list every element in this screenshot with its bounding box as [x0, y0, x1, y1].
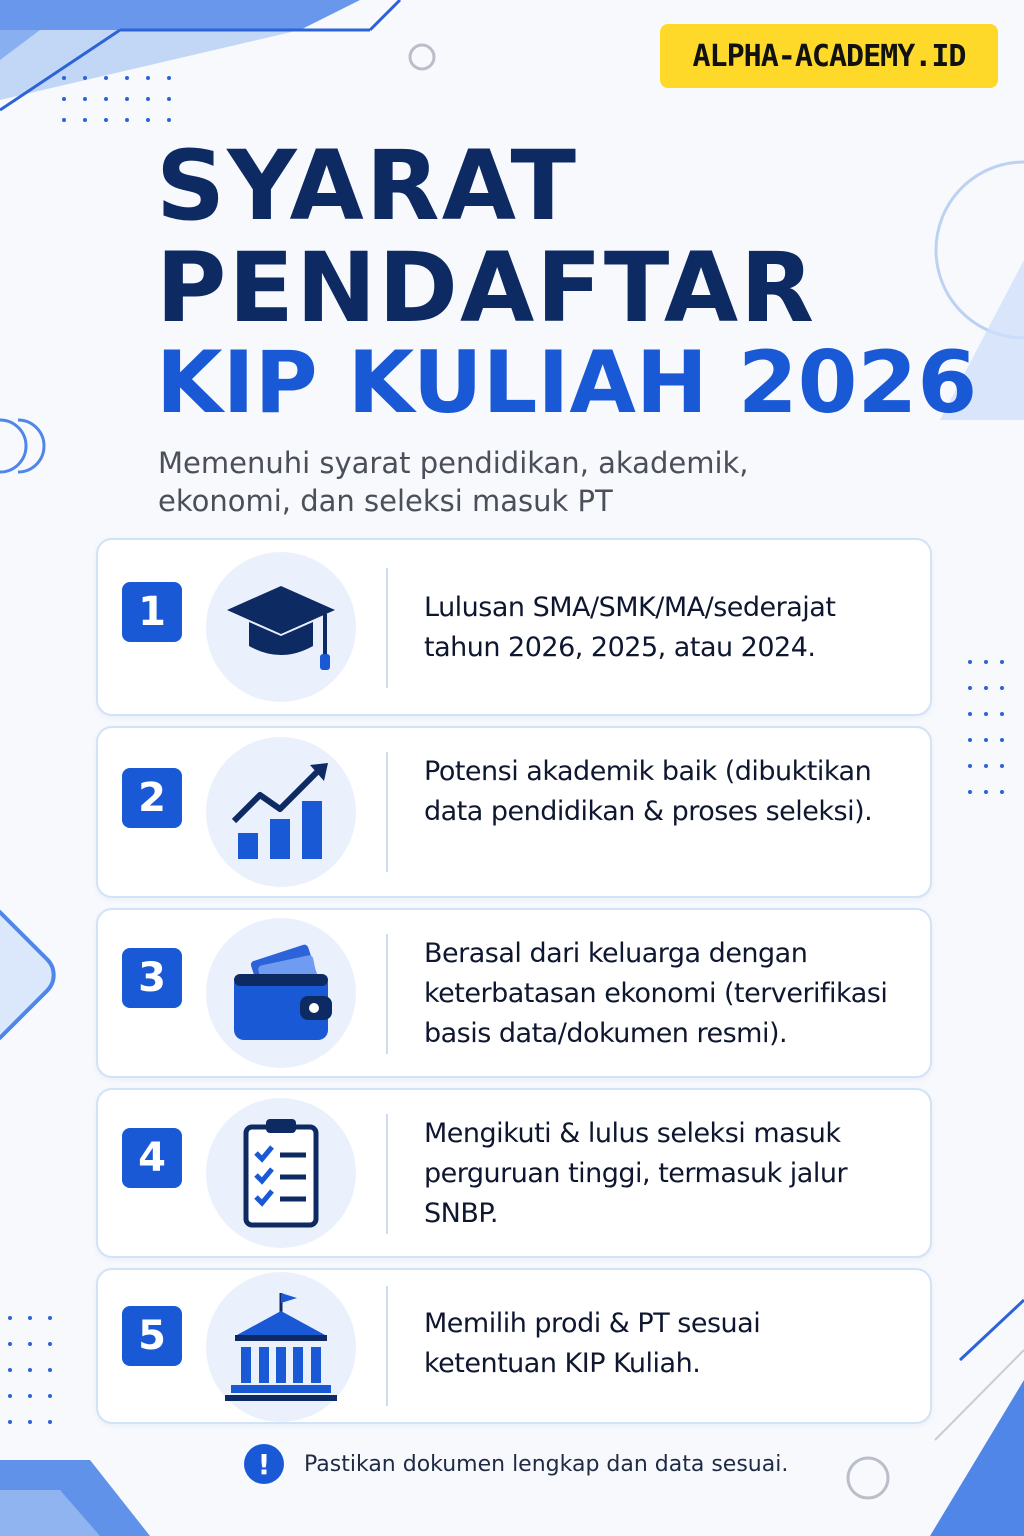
page-title-line-2: PENDAFTAR: [156, 232, 817, 344]
dot-grid-right: [968, 660, 1016, 794]
wallet-icon: [206, 918, 356, 1068]
card-divider: [386, 1114, 388, 1234]
card-divider: [386, 1286, 388, 1406]
requirement-card-4: [96, 1088, 932, 1258]
page-subtitle: Memenuhi syarat pendidikan, akademik, ekonomi, dan seleksi masuk PT: [158, 446, 749, 518]
exclamation-icon: !: [244, 1444, 284, 1484]
page-title-line-1: SYARAT: [156, 130, 579, 242]
card-divider: [386, 934, 388, 1054]
requirement-text: Mengikuti & lulus seleksi masuk perguruan tinggi, termasuk jalur SNBP.: [424, 1118, 848, 1229]
page-title-line-3: KIP KULIAH 2026: [156, 333, 978, 433]
brand-badge: ALPHA-ACADEMY.ID: [660, 24, 998, 88]
requirement-card-1: [96, 538, 932, 716]
requirement-text: Berasal dari keluarga dengan keterbatasan ekonomi (terverifikasi basis data/dokumen resmi).: [424, 938, 888, 1049]
dot-grid-top-left: [62, 76, 188, 122]
requirement-text: Lulusan SMA/SMK/MA/sederajat tahun 2026, 2025, atau 2024.: [424, 592, 836, 663]
requirement-text: Memilih prodi & PT sesuai ketentuan KIP Kuliah.: [424, 1308, 761, 1379]
growth-chart-icon: [206, 737, 356, 887]
requirement-number: 3: [122, 948, 182, 1008]
requirement-card-5: [96, 1268, 932, 1424]
checklist-icon: [206, 1098, 356, 1248]
dot-grid-bottom-left: [8, 1316, 68, 1424]
requirement-number: 5: [122, 1306, 182, 1366]
footer-note-text: Pastikan dokumen lengkap dan data sesuai.: [304, 1451, 789, 1477]
requirement-text: Potensi akademik baik (dibuktikan data pendidikan & proses seleksi).: [424, 756, 873, 827]
requirement-number: 1: [122, 582, 182, 642]
graduation-cap-icon: [206, 552, 356, 702]
university-building-icon: [206, 1272, 356, 1422]
requirement-card-2: [96, 726, 932, 898]
card-divider: [386, 568, 388, 688]
card-divider: [386, 752, 388, 872]
footer-note: [244, 1444, 788, 1484]
requirement-number: 4: [122, 1128, 182, 1188]
requirement-card-3: [96, 908, 932, 1078]
requirement-number: 2: [122, 768, 182, 828]
